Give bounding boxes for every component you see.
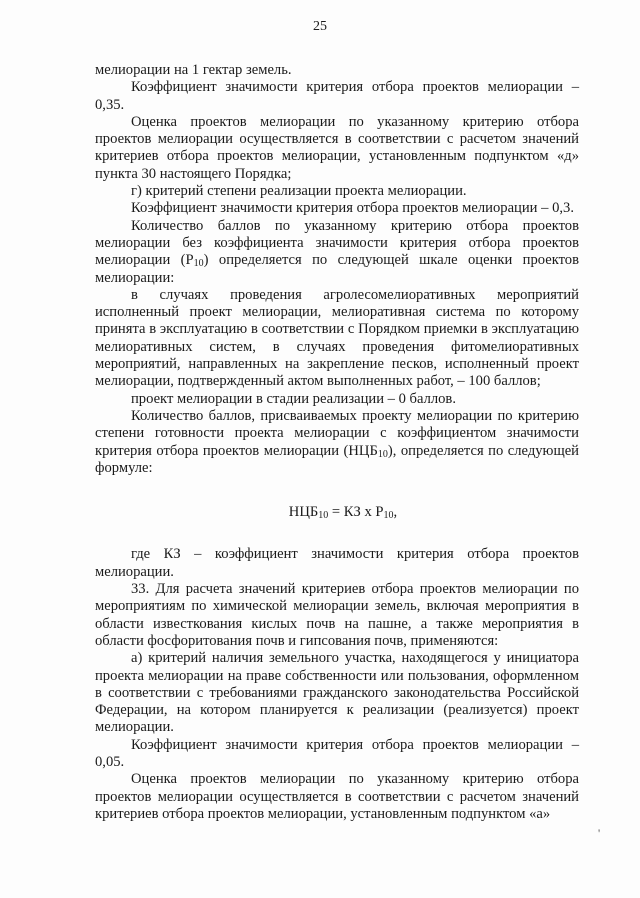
paragraph-criterion-a: а) критерий наличия земельного участка, находящегося у инициатора проекта мелиорации на праве собственности или пользования, оформленном в соответствии с требованиями гражданского законодательства Российской Федерации, на котором планируется к реализации (реализуется) проект мелиорации. — [95, 650, 579, 736]
formula: $НЦБ_{10}$ = КЗ х $Р_{10}$, — [288, 504, 398, 522]
page-number: 25 — [313, 19, 327, 34]
document-body — [95, 62, 579, 823]
paragraph-continuation: мелиорации на 1 гектар земель. — [95, 62, 292, 78]
paragraph-evaluation-d: Оценка проектов мелиорации по указанному критерию отбора проектов мелиорации осуществляется в соответствии с расчетом значений критериев отбора проектов мелиорации, установленным подпунктом «д» пункта 30 настоящего Порядка; — [95, 113, 579, 182]
paragraph-coefficient-03: Коэффициент значимости критерия отбора проектов мелиорации – 0,3. — [131, 200, 574, 217]
paragraph-coefficient-035: Коэффициент значимости критерия отбора проектов мелиорации – 0,35. — [95, 79, 579, 113]
paragraph-kz-definition: где КЗ – коэффициент значимости критерия отбора проектов мелиорации. — [95, 546, 579, 580]
paragraph-evaluation-a: Оценка проектов мелиорации по указанному критерию отбора проектов мелиорации осуществляется в соответствии с расчетом значений критериев отбора проектов мелиорации, установленным подпунктом «а» — [95, 771, 579, 822]
paragraph-0-points: проект мелиорации в стадии реализации – 0 баллов. — [131, 390, 456, 407]
margin-mark: ' — [598, 826, 601, 840]
paragraph-coefficient-005: Коэффициент значимости критерия отбора проектов мелиорации – 0,05. — [95, 736, 579, 770]
paragraph-100-points: в случаях проведения агролесомелиоративных мероприятий исполненный проект мелиорации, мелиоративная система по которому принята в эксплуатацию в соответствии с Порядком приемки в эксплуатацию мелиоративных систем, в случаях проведения фитомелиоративных мероприятий, направленных на закрепление песков, исполненный проект мелиорации, подтвержденный актом выполненных работ, – 100 баллов; — [95, 286, 579, 390]
paragraph-section-33: 33. Для расчета значений критериев отбора проектов мелиорации по мероприятиям по химической мелиорации земель, включая мероприятия в области известкования кислых почв на пашне, а также мероприятия в области фосфоритования почв и гипсования почв, применяются: — [95, 581, 579, 649]
paragraph-formula-intro: Количество баллов, присваиваемых проекту мелиорации по критерию степени готовности проекта мелиорации с коэффициентом значимости критерия отбора проектов мелиорации $(НЦБ_{10})$, определяется по следующей формуле: — [95, 407, 579, 476]
paragraph-criterion-g: г) критерий степени реализации проекта мелиорации. — [131, 183, 467, 200]
paragraph-points-scale: Количество баллов по указанному критерию отбора проектов мелиорации без коэффициента значимости критерия отбора проектов мелиорации $(Р_{10})$ определяется по следующей шкале оценки проектов мелиорации: — [95, 217, 579, 286]
